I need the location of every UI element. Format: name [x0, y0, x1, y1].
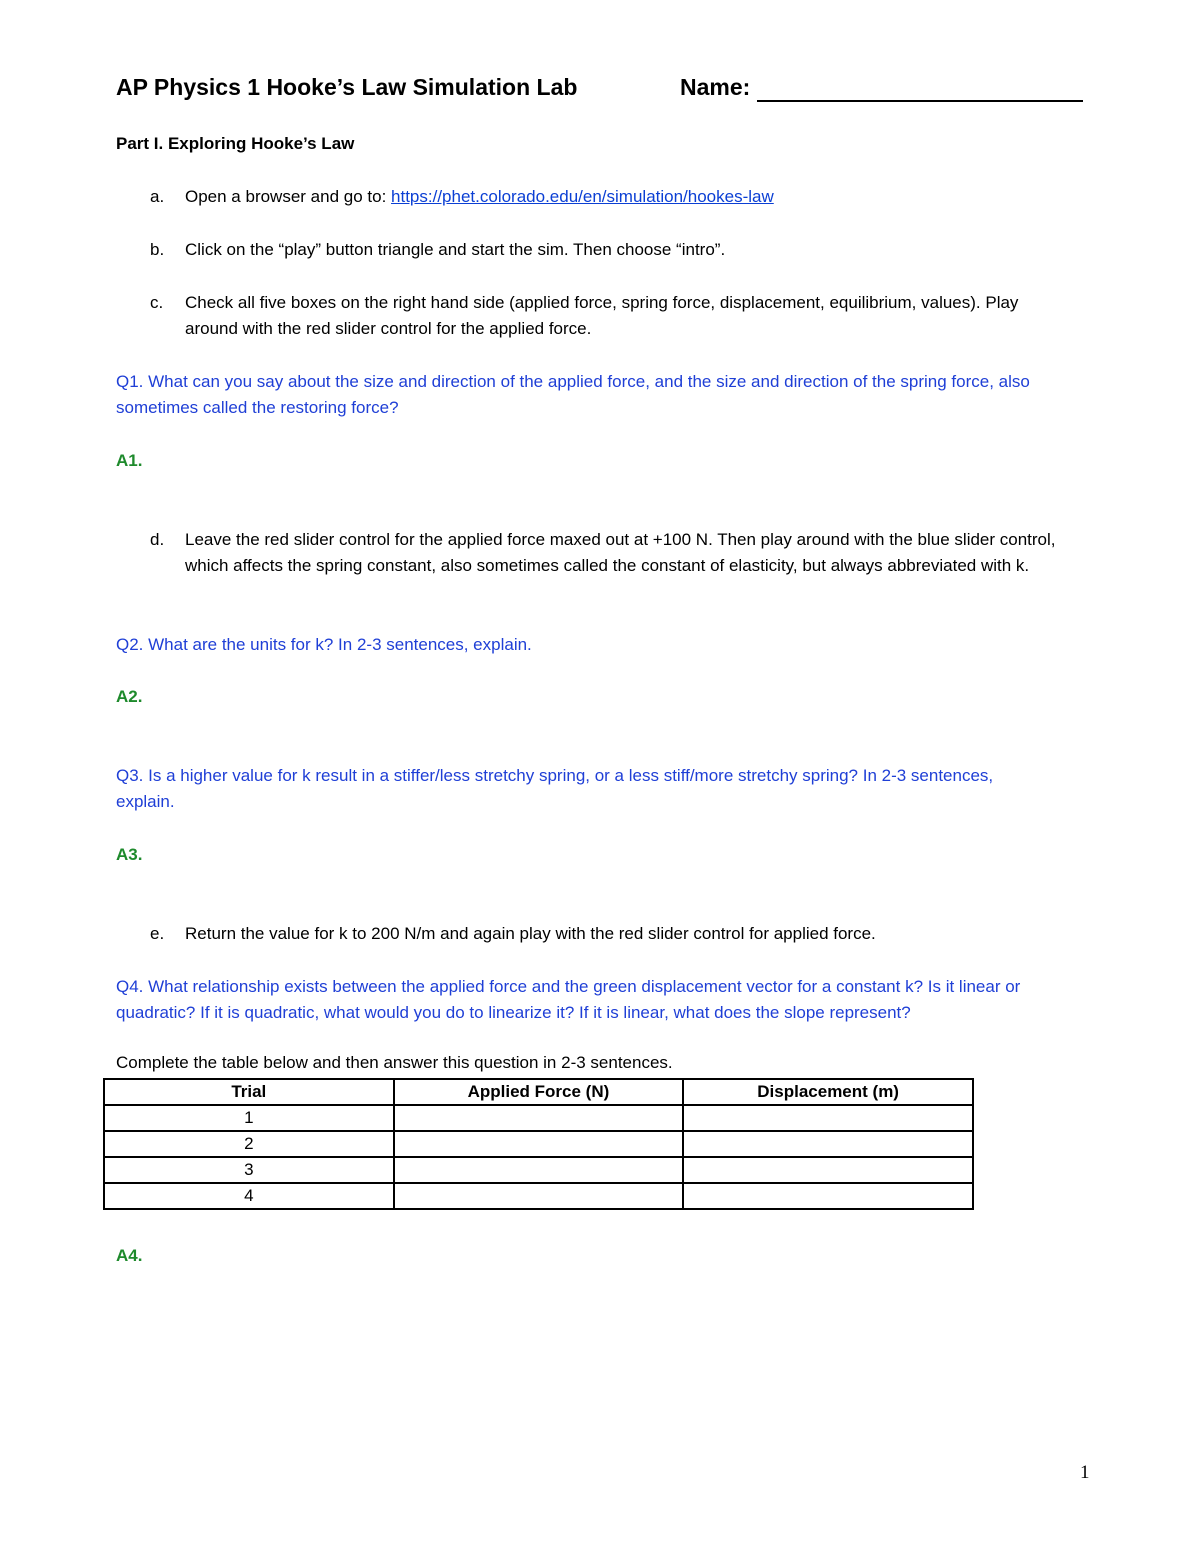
step-d	[150, 527, 1110, 605]
step-text-prefix: Open a browser and go to:	[185, 187, 392, 206]
applied-force-cell[interactable]	[394, 1105, 684, 1131]
answer-2-label: A2.	[116, 687, 143, 706]
displacement-cell[interactable]	[683, 1105, 973, 1131]
page-title: AP Physics 1 Hooke’s Law Simulation Lab	[116, 74, 578, 100]
table-row	[104, 1157, 973, 1183]
table-row	[104, 1131, 973, 1157]
part-heading: Part I. Exploring Hooke’s Law	[116, 134, 355, 153]
name-blank-line[interactable]	[757, 100, 1083, 102]
question-4: Q4. What relationship exists between the applied force and the green displacement vector for a constant k? Is it linear or quadratic? If it is quadratic, what would you do to linearize it? If it is linear, what does the slope represent?	[116, 977, 1021, 1022]
question-1: Q1. What can you say about the size and direction of the applied force, and the size and direction of the spring force, also sometimes called the restoring force?	[116, 372, 1030, 417]
page-number: 1	[1080, 1462, 1090, 1483]
question-2: Q2. What are the units for k? In 2-3 sentences, explain.	[116, 635, 532, 654]
table-row	[104, 1105, 973, 1131]
step-e	[150, 921, 1110, 947]
applied-force-cell[interactable]	[394, 1183, 684, 1209]
trial-cell: 4	[104, 1183, 394, 1209]
header-applied-force: Applied Force (N)	[394, 1079, 684, 1105]
trial-cell: 1	[104, 1105, 394, 1131]
step-letter: e.	[150, 924, 165, 943]
step-letter: b.	[150, 240, 165, 259]
displacement-cell[interactable]	[683, 1131, 973, 1157]
step-letter: d.	[150, 530, 165, 549]
step-text: Leave the red slider control for the applied force maxed out at +100 N. Then play around with the blue slider control, which affects the spring constant, also sometimes called the constant of elasticity, but always abbreviated with k.	[185, 530, 1056, 575]
step-text: Click on the “play” button triangle and start the sim. Then choose “intro”.	[185, 240, 726, 259]
displacement-cell[interactable]	[683, 1157, 973, 1183]
step-c	[150, 290, 1110, 342]
trial-cell: 3	[104, 1157, 394, 1183]
phet-link[interactable]: https://phet.colorado.edu/en/simulation/hookes-law	[391, 187, 774, 206]
answer-4-label: A4.	[116, 1246, 143, 1265]
question-3: Q3. Is a higher value for k result in a stiffer/less stretchy spring, or a less stiff/more stretchy spring? In 2-3 sentences, explain.	[116, 766, 994, 811]
name-label: Name:	[680, 74, 751, 100]
table-header-row	[104, 1079, 973, 1105]
data-table	[103, 1078, 974, 1210]
header-trial: Trial	[104, 1079, 394, 1105]
answer-3-label: A3.	[116, 845, 143, 864]
step-b	[150, 237, 1110, 263]
step-a	[150, 184, 1110, 210]
header-displacement: Displacement (m)	[683, 1079, 973, 1105]
trial-cell: 2	[104, 1131, 394, 1157]
step-text: Check all five boxes on the right hand side (applied force, spring force, displacement, equilibrium, values). Play around with the red slider control for the applied force.	[185, 293, 1019, 338]
step-text: Return the value for k to 200 N/m and again play with the red slider control for applied force.	[185, 924, 876, 943]
answer-1-label: A1.	[116, 451, 143, 470]
table-intro: Complete the table below and then answer this question in 2-3 sentences.	[116, 1053, 673, 1072]
displacement-cell[interactable]	[683, 1183, 973, 1209]
step-letter: c.	[150, 293, 164, 312]
step-text	[185, 184, 1105, 210]
applied-force-cell[interactable]	[394, 1157, 684, 1183]
step-letter: a.	[150, 187, 165, 206]
applied-force-cell[interactable]	[394, 1131, 684, 1157]
table-row	[104, 1183, 973, 1209]
